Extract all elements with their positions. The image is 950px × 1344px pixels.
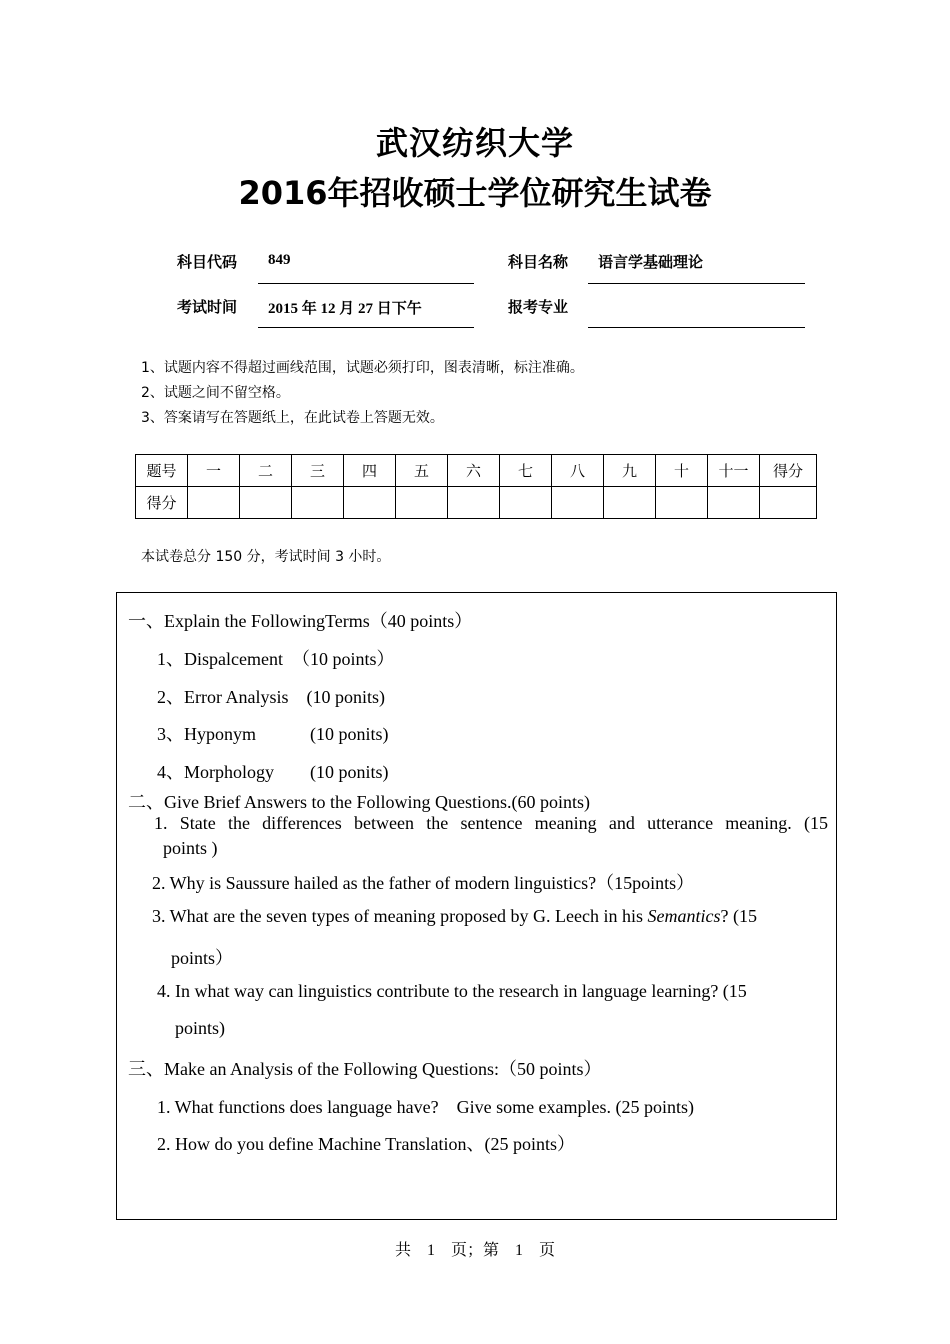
score-table-score-row	[136, 487, 817, 519]
section-3-title: 三、Make an Analysis of the Following Questions:（50 points）	[128, 1059, 602, 1079]
score-cell	[344, 487, 396, 519]
section-2-question-1-line-2: points )	[163, 838, 218, 858]
score-cell	[240, 487, 292, 519]
section-1-item-3: 3、Hyponym (10 ponits)	[157, 724, 389, 744]
subject-name-label: 科目名称	[508, 253, 569, 271]
section-2-question-3-line-2: points）	[171, 948, 234, 968]
table-header-cell: 十	[656, 455, 708, 487]
table-header-cell: 得分	[760, 455, 817, 487]
score-cell	[448, 487, 500, 519]
exam-title: 2016年招收硕士学位研究生试卷	[238, 174, 712, 212]
section-2-question-3-line-1	[152, 906, 757, 927]
subject-code-label: 科目代码	[177, 253, 238, 271]
table-header-cell: 五	[396, 455, 448, 487]
exam-time-label: 考试时间	[177, 298, 238, 316]
table-header-cell: 七	[500, 455, 552, 487]
section-1-item-1: 1、Dispalcement （10 points）	[157, 649, 395, 669]
section-3-question-2: 2. How do you define Machine Translation、(25 points）	[157, 1134, 575, 1154]
note-2: 2、试题之间不留空格。	[141, 385, 290, 401]
total-score-note: 本试卷总分 150 分，考试时间 3 小时。	[141, 549, 391, 565]
score-table-header-row	[136, 455, 817, 487]
university-title: 武汉纺织大学	[375, 124, 574, 162]
table-header-cell: 八	[552, 455, 604, 487]
score-table	[135, 454, 817, 519]
page-footer: 共 1 页；第 1 页	[394, 1242, 555, 1259]
subject-name-value: 语言学基础理论	[598, 253, 704, 271]
subject-code-value: 849	[268, 252, 291, 268]
score-cell	[656, 487, 708, 519]
subject-code-underline	[258, 283, 474, 284]
q3-text-end: ? (15	[720, 906, 757, 926]
score-cell	[760, 487, 817, 519]
table-header-cell: 四	[344, 455, 396, 487]
table-header-cell: 十一	[708, 455, 760, 487]
section-2-title: 二、Give Brief Answers to the Following Questions.(60 points)	[128, 792, 590, 812]
section-1-item-2: 2、Error Analysis (10 ponits)	[157, 687, 385, 707]
score-cell	[604, 487, 656, 519]
table-header-cell: 二	[240, 455, 292, 487]
section-2-question-4-line-1: 4. In what way can linguistics contribute to the research in language learning? (15	[157, 981, 747, 1001]
note-1: 1、试题内容不得超过画线范围，试题必须打印，图表清晰，标注准确。	[141, 360, 584, 376]
score-cell	[292, 487, 344, 519]
section-2-question-1-line-1: 1. State the differences between the sentence meaning and utterance meaning. (15	[154, 813, 828, 833]
exam-time-value: 2015 年 12 月 27 日下午	[268, 301, 422, 317]
note-3: 3、答案请写在答题纸上，在此试卷上答题无效。	[141, 410, 444, 426]
score-row-label: 得分	[136, 487, 188, 519]
score-cell	[500, 487, 552, 519]
major-underline	[588, 327, 805, 328]
table-header-cell: 一	[188, 455, 240, 487]
table-header-cell: 三	[292, 455, 344, 487]
major-label: 报考专业	[508, 298, 569, 316]
table-header-cell: 九	[604, 455, 656, 487]
section-2-question-2: 2. Why is Saussure hailed as the father of modern linguistics?（15points）	[152, 873, 695, 893]
exam-time-underline	[258, 327, 474, 328]
section-1-title: 一、Explain the FollowingTerms（40 points）	[128, 611, 473, 631]
score-cell	[552, 487, 604, 519]
section-3-question-1: 1. What functions does language have? Give some examples. (25 points)	[157, 1097, 695, 1117]
q3-book-title: Semantics	[647, 906, 721, 926]
score-cell	[396, 487, 448, 519]
q3-text-start: 3. What are the seven types of meaning proposed by G. Leech in his	[152, 906, 648, 926]
section-2-question-4-line-2: points)	[175, 1018, 226, 1038]
section-1-item-4: 4、Morphology (10 ponits)	[157, 762, 389, 782]
table-header-cell: 题号	[136, 455, 188, 487]
score-cell	[708, 487, 760, 519]
score-cell	[188, 487, 240, 519]
subject-name-underline	[588, 283, 805, 284]
table-header-cell: 六	[448, 455, 500, 487]
